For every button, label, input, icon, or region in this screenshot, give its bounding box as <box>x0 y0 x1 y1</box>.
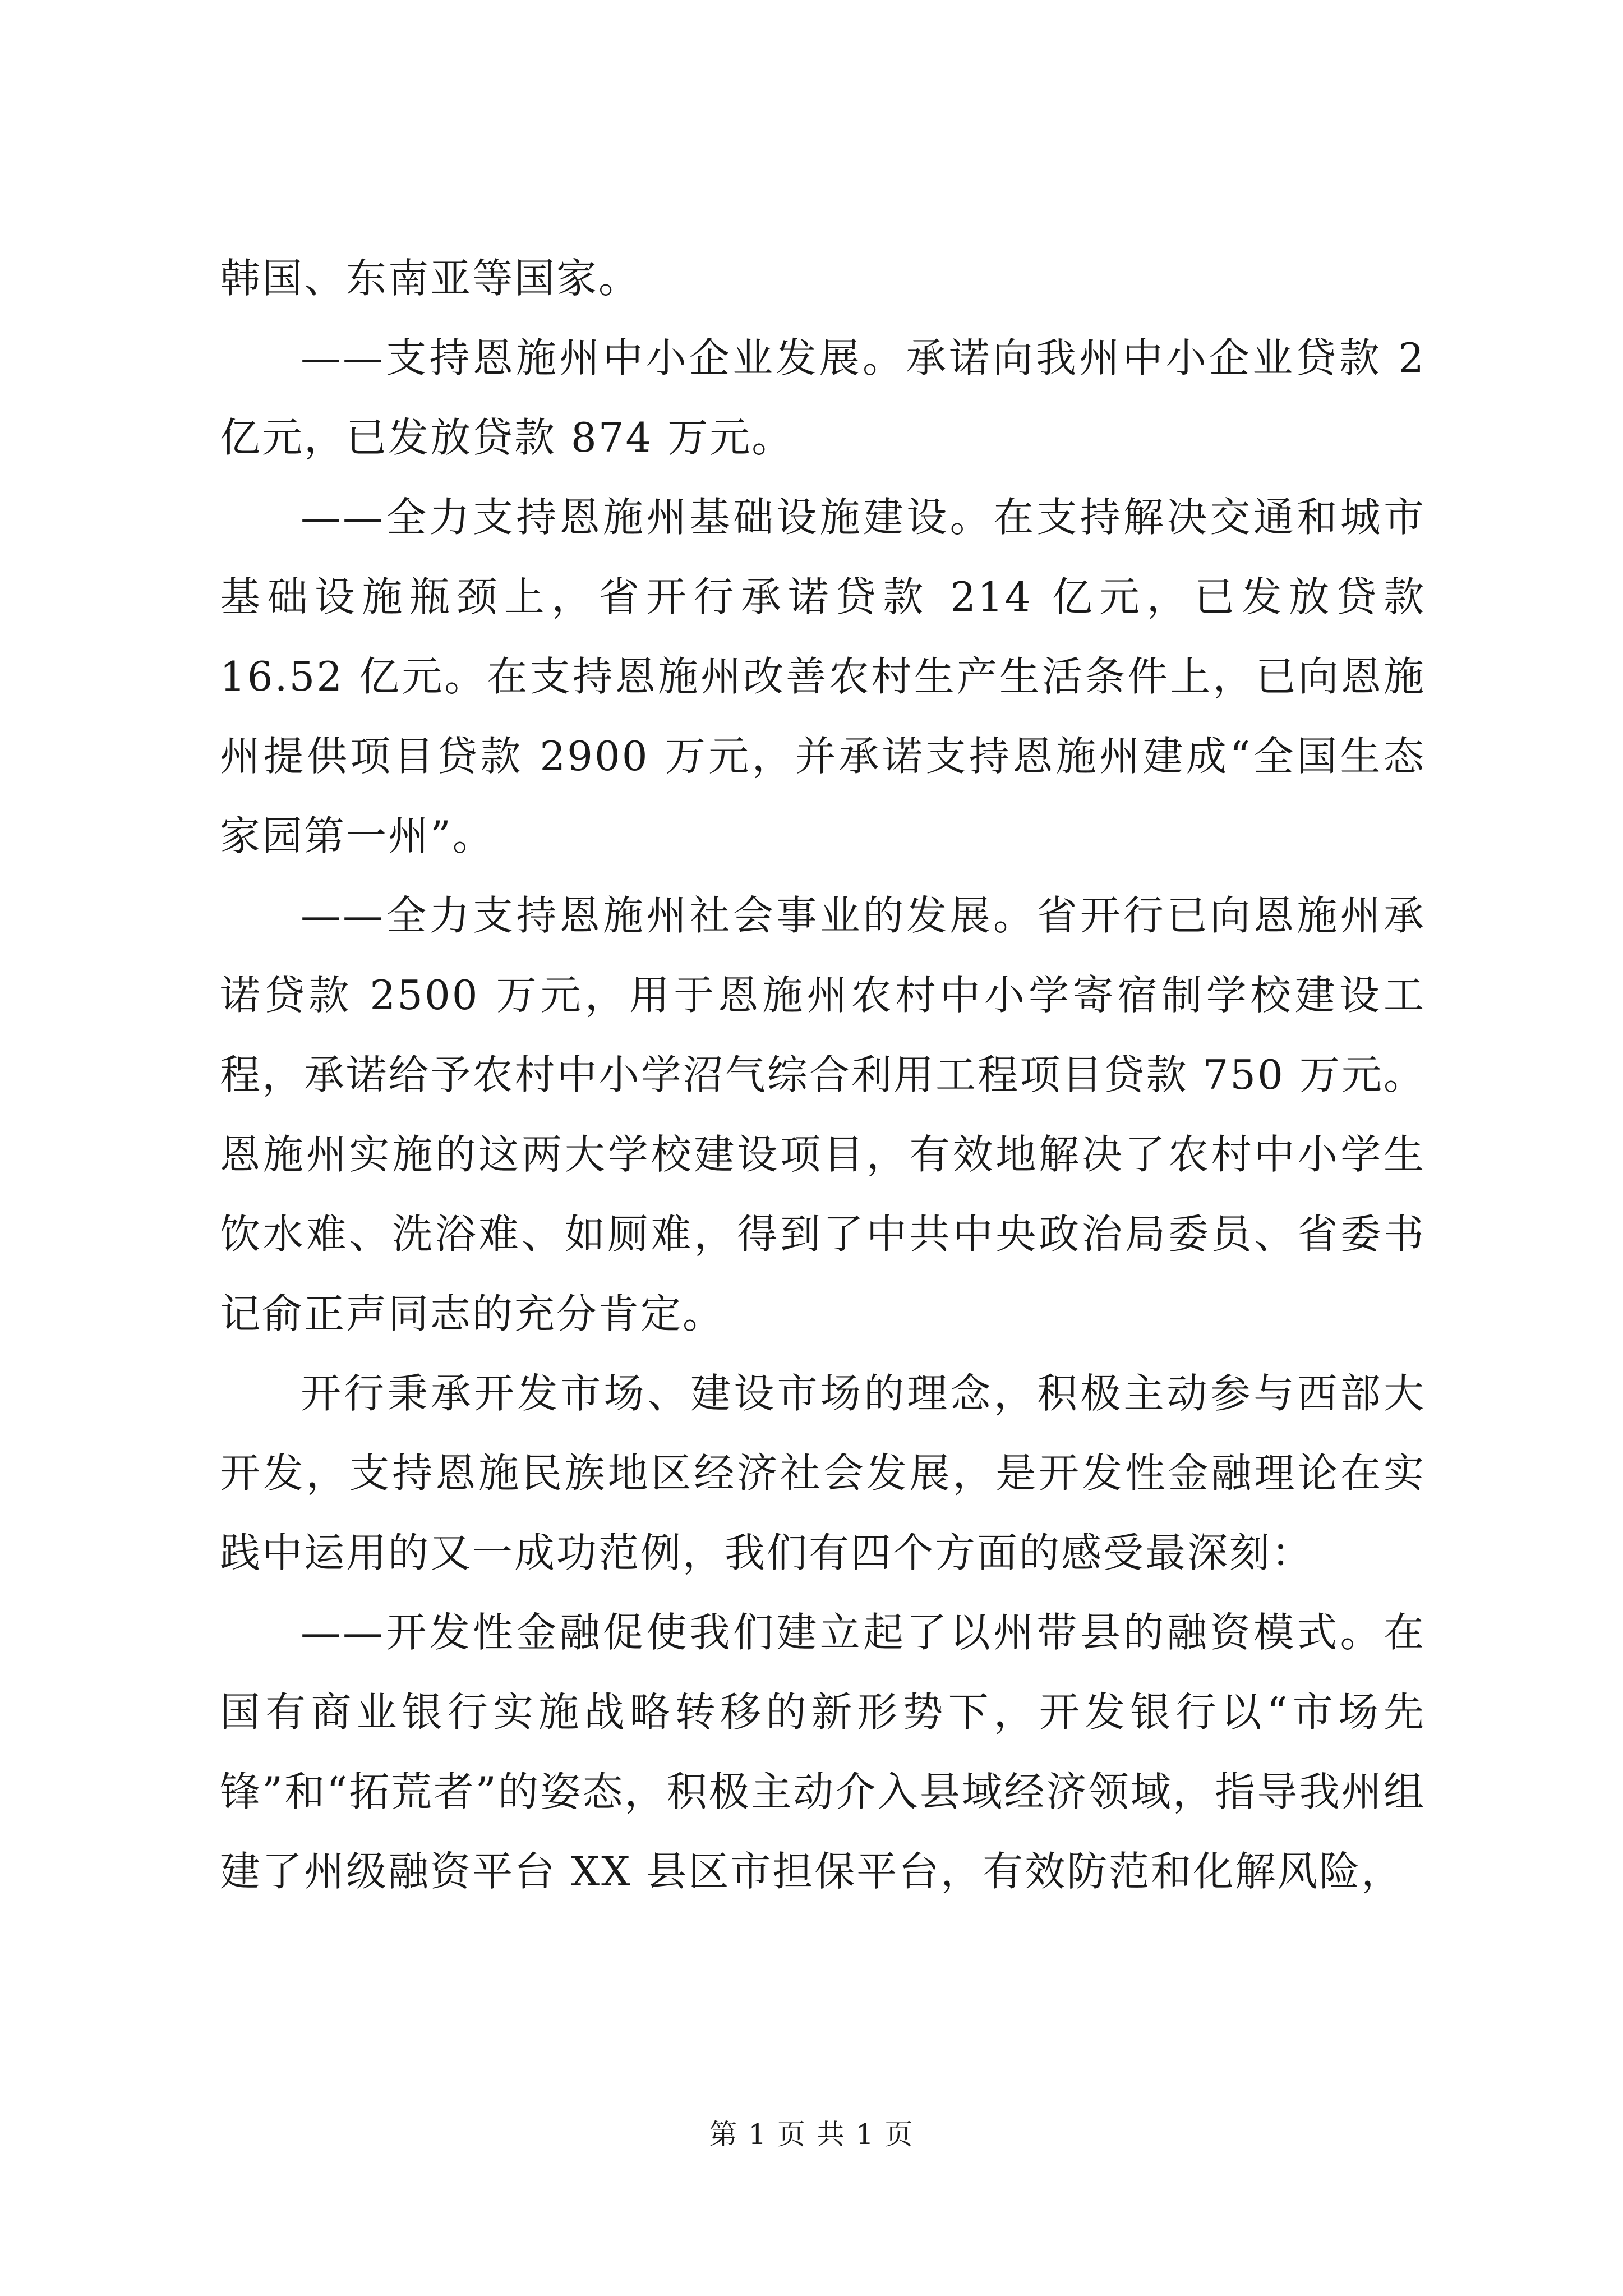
paragraph-financing-model: ——开发性金融促使我们建立起了以州带县的融资模式。在国有商业银行实施战略转移的新形势下，开发银行以“市场先锋”和“拓荒者”的姿态，积极主动介入县域经济领域，指导我州组建了州级融资平台 XX 县区市担保平台，有效防范和化解风险， <box>220 1609 1426 1895</box>
paragraph-continuation: 韩国、东南亚等国家。 <box>220 255 641 302</box>
paragraph-infrastructure: ——全力支持恩施州基础设施建设。在支持解决交通和城市基础设施瓶颈上，省开行承诺贷款 214 亿元，已发放贷款 16.52 亿元。在支持恩施州改善农村生产生活条件上，已向恩施州提供项目贷款 2900 万元，并承诺支持恩施州建成“全国生态家园第一州”。 <box>220 494 1426 859</box>
document-body <box>220 238 1426 1911</box>
page-footer: 第 1 页 共 1 页 <box>709 2118 914 2151</box>
paragraph-sme-support: ——支持恩施州中小企业发展。承诺向我州中小企业贷款 2 亿元，已发放贷款 874 万元。 <box>220 334 1426 461</box>
paragraph-social-development: ——全力支持恩施州社会事业的发展。省开行已向恩施州承诺贷款 2500 万元，用于恩施州农村中小学寄宿制学校建设工程，承诺给予农村中小学沼气综合利用工程项目贷款 750 万元。恩施州实施的这两大学校建设项目，有效地解决了农村中小学生饮水难、洗浴难、如厕难，得到了中共中央政治局委员、省委书记俞正声同志的充分肯定。 <box>220 892 1426 1337</box>
paragraph-development-finance: 开行秉承开发市场、建设市场的理念，积极主动参与西部大开发，支持恩施民族地区经济社会发展，是开发性金融理论在实践中运用的又一成功范例，我们有四个方面的感受最深刻： <box>220 1370 1426 1576</box>
